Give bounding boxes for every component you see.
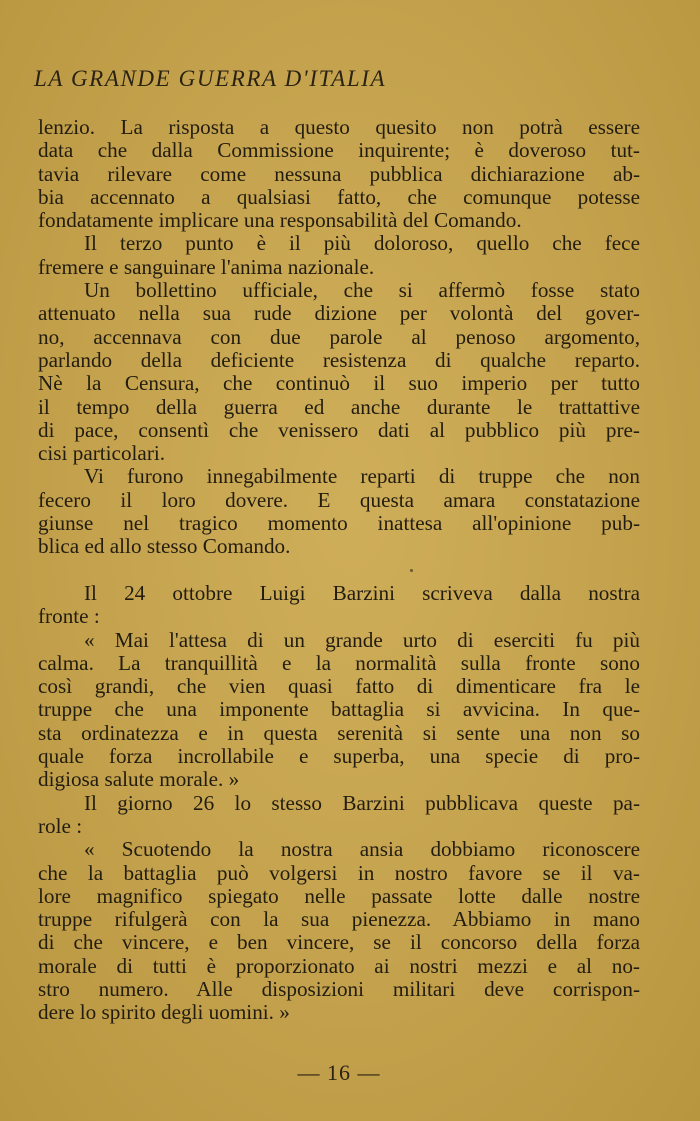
text-line: truppe che una imponente battaglia si avvicina. In que- (38, 697, 640, 722)
text-line: quale forza incrollabile e superba, una specie di pro- (38, 744, 640, 769)
text-line: Nè la Censura, che continuò il suo imperio per tutto (38, 371, 640, 396)
text-line: fecero il loro dovere. E questa amara constatazione (38, 487, 640, 512)
text-line: Il giorno 26 lo stesso Barzini pubblicava queste pa- (84, 790, 640, 815)
text-line: bia accennato a qualsiasi fatto, che comunque potesse (38, 184, 640, 209)
text-line: no, accennava con due parole al penoso argomento, (38, 324, 640, 349)
text-line: « Mai l'attesa di un grande urto di eserciti fu più (84, 627, 640, 652)
text-line: il tempo della guerra ed anche durante le trattattive (38, 394, 640, 419)
text-line: dere lo spirito degli uomini. » (38, 1000, 290, 1025)
paragraph (38, 582, 640, 629)
page-number: — 16 — (297, 1060, 381, 1085)
text-line: lore magnifico spiegato nelle passate lotte dalle nostre (38, 883, 640, 908)
text-line: blica ed allo stesso Comando. (38, 534, 291, 559)
text-line: data che dalla Commissione inquirente; è doveroso tut- (38, 138, 640, 163)
text-line: fronte : (38, 604, 100, 629)
paragraph (38, 838, 640, 1024)
body-text (38, 116, 640, 1025)
text-line: Il terzo punto è il più doloroso, quello che fece (84, 231, 640, 256)
text-line: che la battaglia può volgersi in nostro favore se il va- (38, 860, 640, 885)
book-page (34, 0, 640, 1121)
text-line: di pace, consentì che venissero dati al pubblico più pre- (38, 417, 640, 442)
text-line: parlando della deficiente resistenza di qualche reparto. (38, 347, 640, 372)
running-header: LA GRANDE GUERRA D'ITALIA (34, 66, 387, 91)
ornament-dot (410, 569, 413, 572)
paragraph (38, 629, 640, 792)
text-line: giunse nel tragico momento inattesa all'opinione pub- (38, 511, 640, 536)
text-line: di che vincere, e ben vincere, se il concorso della forza (38, 930, 640, 955)
paragraph (38, 116, 640, 232)
text-line: calma. La tranquillità e la normalità sulla fronte sono (38, 650, 640, 675)
text-line: Un bollettino ufficiale, che si affermò fosse stato (84, 278, 640, 303)
text-line: morale di tutti è proporzionato ai nostri mezzi e al no- (38, 953, 640, 978)
text-line: attenuato nella sua rude dizione per volontà del gover- (38, 301, 640, 326)
text-line: truppe rifulgerà con la sua pienezza. Abbiamo in mano (38, 907, 640, 932)
section-break (38, 559, 640, 582)
paragraph (38, 792, 640, 839)
text-line: sta ordinatezza e in questa serenità si sente una non so (38, 720, 640, 745)
text-line: stro numero. Alle disposizioni militari deve corrispon- (38, 976, 640, 1001)
text-line: cisi particolari. (38, 441, 166, 466)
text-line: tavia rilevare come nessuna pubblica dichiarazione ab- (38, 161, 640, 186)
text-line: digiosa salute morale. » (38, 767, 240, 792)
paragraph (38, 279, 640, 465)
text-line: fremere e sanguinare l'anima nazionale. (38, 254, 375, 279)
text-line: « Scuotendo la nostra ansia dobbiamo riconoscere (84, 837, 640, 862)
paragraph (38, 465, 640, 558)
text-line: lenzio. La risposta a questo quesito non potrà essere (38, 115, 640, 139)
text-line: Vi furono innegabilmente reparti di truppe che non (84, 464, 640, 489)
text-line: così grandi, che vien quasi fatto di dimenticare fra le (38, 674, 640, 699)
text-line: fondatamente implicare una responsabilità del Comando. (38, 208, 522, 233)
paragraph (38, 232, 640, 279)
text-line: role : (38, 813, 83, 838)
text-line: Il 24 ottobre Luigi Barzini scriveva dalla nostra (84, 580, 640, 605)
